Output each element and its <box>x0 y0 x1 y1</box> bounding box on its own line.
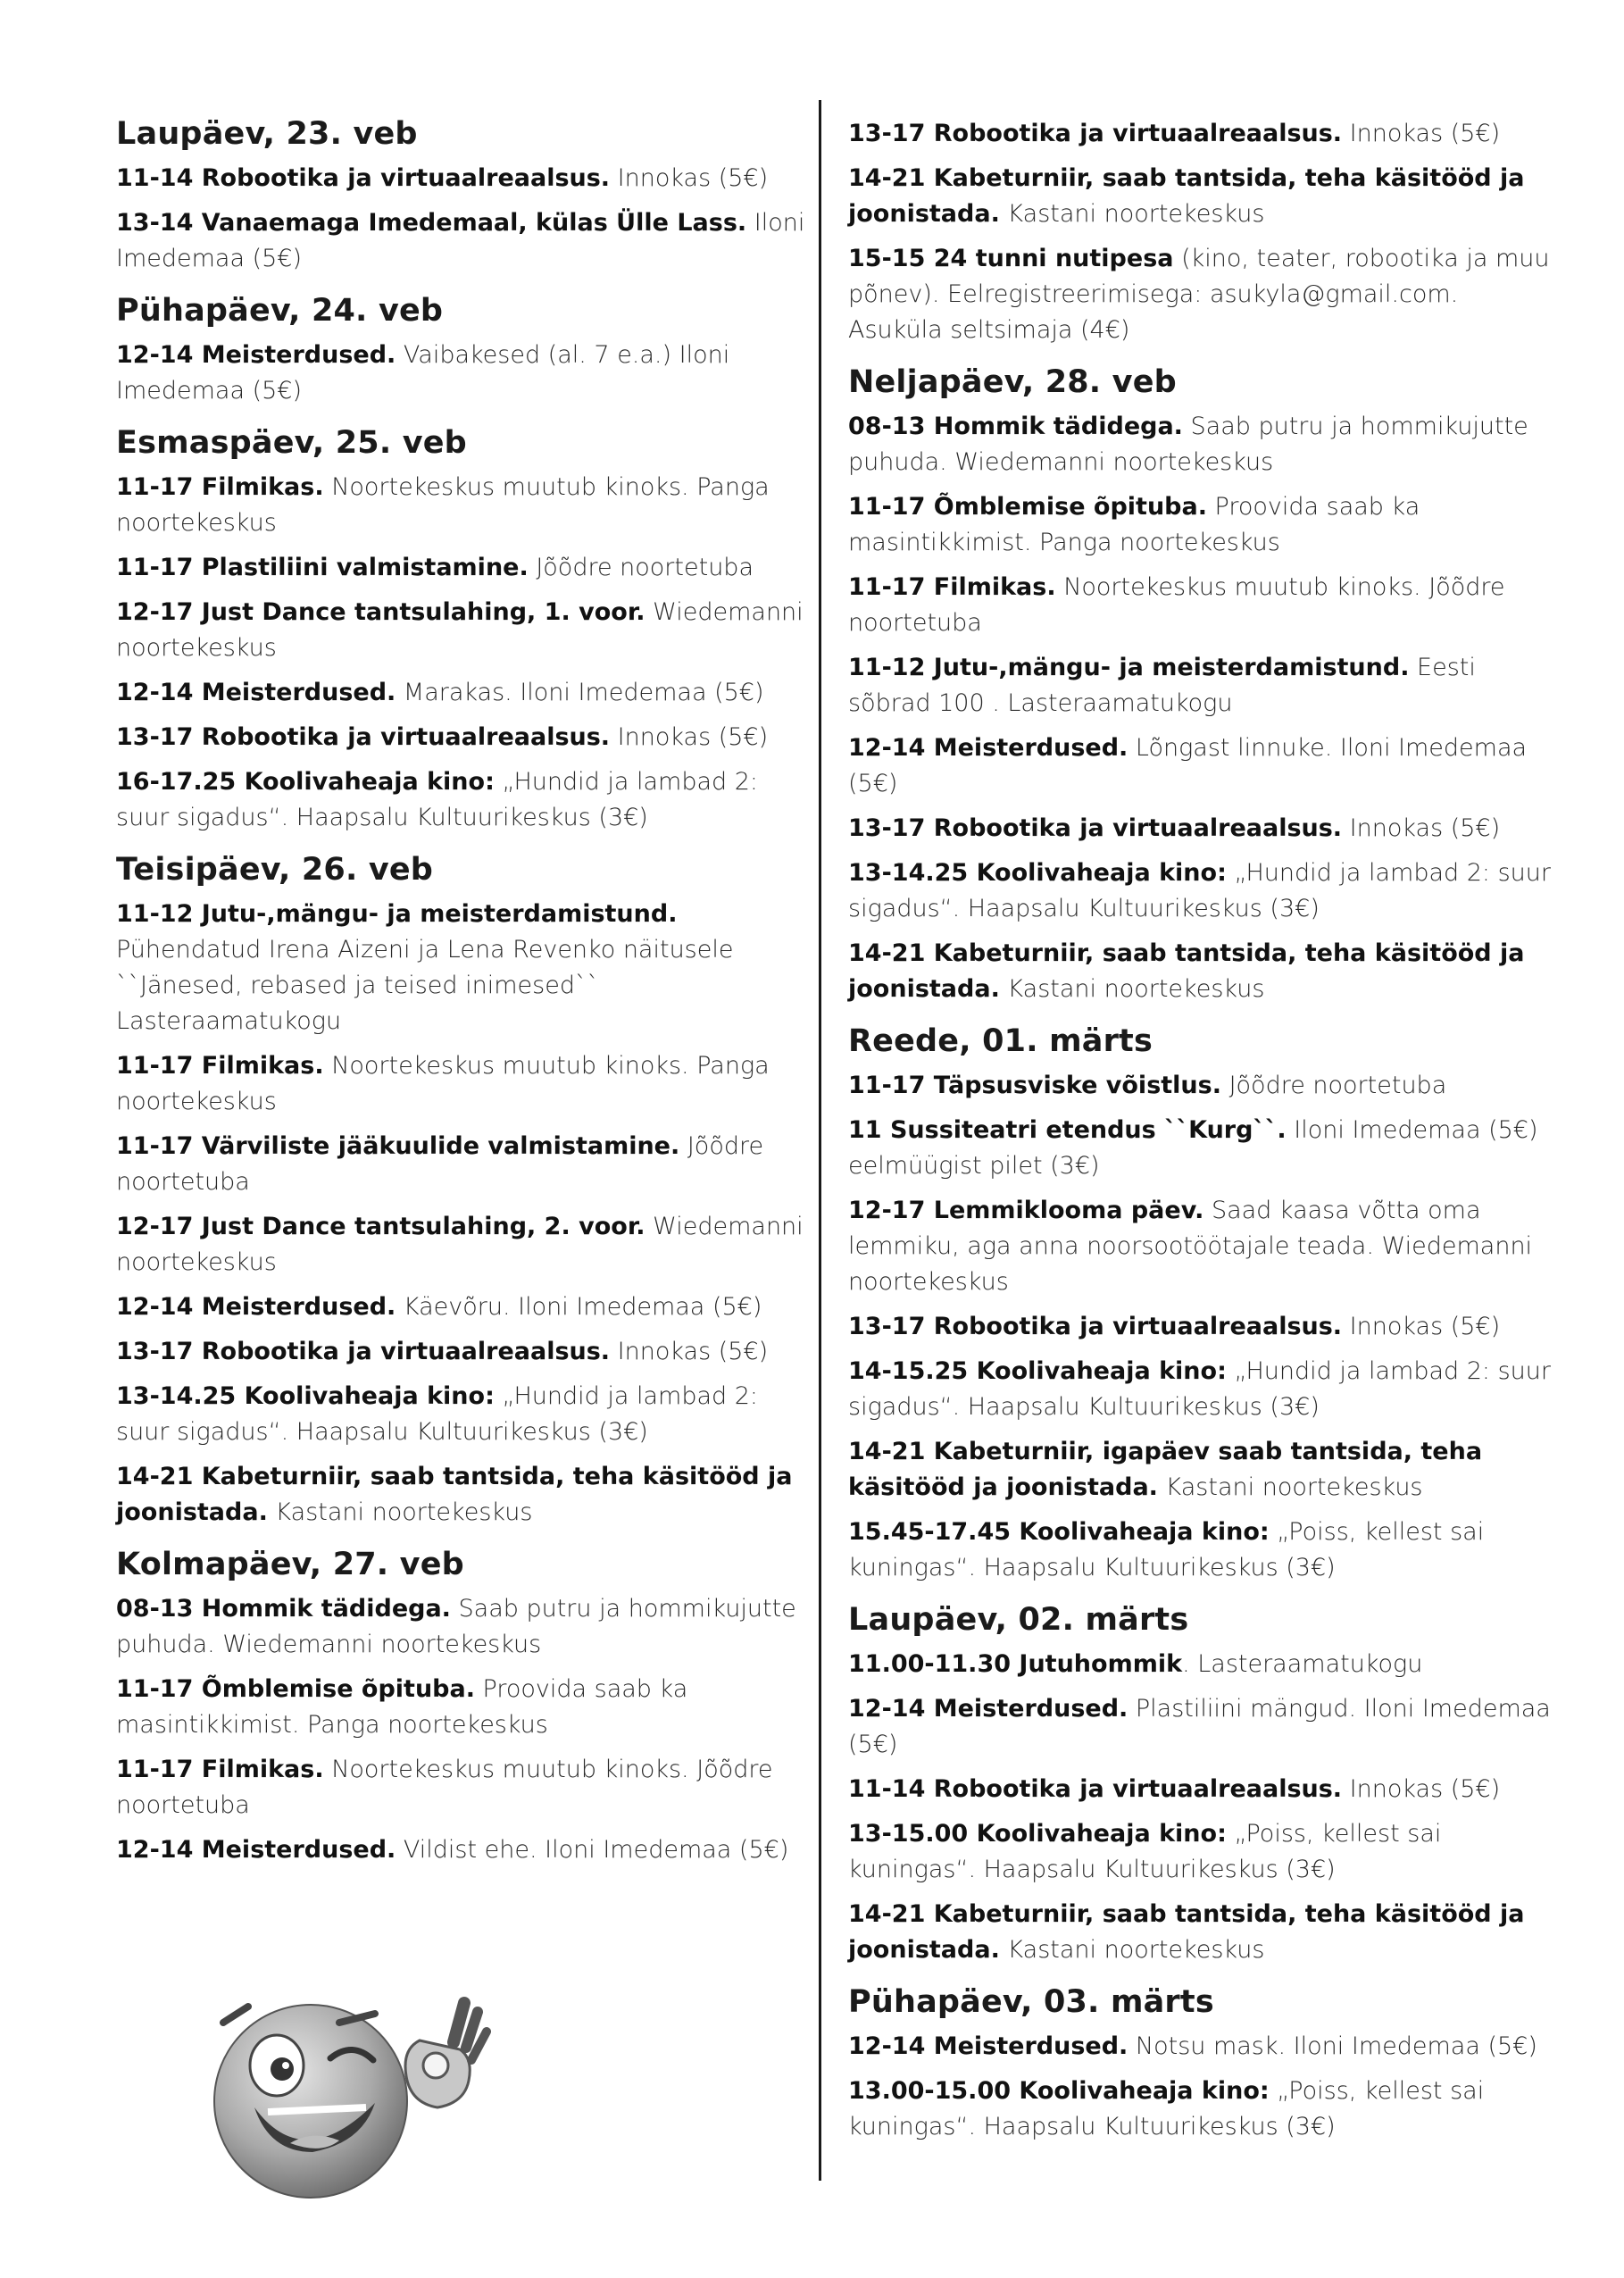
event-item <box>116 470 805 541</box>
event-title: 12-14 Meisterdused. <box>116 1836 396 1864</box>
event-item <box>116 1048 805 1120</box>
event-item <box>116 1672 805 1743</box>
event-item <box>116 1832 805 1868</box>
event-details: Iloni Imedemaa (5€) <box>116 209 805 272</box>
event-details: Jõõdre noortetuba <box>1220 1072 1447 1099</box>
day-heading-neljapaev-28-veb: Neljapäev, 28. veb <box>848 364 1177 400</box>
event-details: Wiedemanni noortekeskus <box>116 598 804 662</box>
event-title: 11-17 Värviliste jääkuulide valmistamine. <box>116 1132 680 1160</box>
event-details: Käevõru. Iloni Imedemaa (5€) <box>396 1293 762 1321</box>
event-title: 12-14 Meisterdused. <box>116 1293 396 1321</box>
event-details: „Hundid ja lambad 2: suur sigadus“. Haapsalu Kultuurikeskus (3€) <box>848 859 1552 922</box>
event-title: 11 Sussiteatri etendus ``Kurg``. <box>848 1116 1287 1144</box>
event-item <box>116 1334 805 1370</box>
event-item <box>116 1752 805 1823</box>
event-title: 11-17 Filmikas. <box>848 573 1056 601</box>
event-item <box>848 1193 1553 1300</box>
event-item <box>848 2029 1553 2065</box>
event-details: Noortekeskus muutub kinoks. Jõõdre noortetuba <box>848 573 1505 637</box>
event-title: 11-17 Filmikas. <box>116 1756 324 1783</box>
event-item <box>116 1459 805 1531</box>
event-title: 12-14 Meisterdused. <box>116 341 396 369</box>
event-item <box>116 1209 805 1281</box>
event-title: 08-13 Hommik tädidega. <box>116 1595 451 1623</box>
event-title: 11-14 Robootika ja virtuaalreaalsus. <box>116 164 611 192</box>
event-title: 12-17 Lemmiklooma päev. <box>848 1197 1204 1224</box>
event-item <box>848 116 1553 152</box>
event-title: 14-21 Kabeturniir, saab tantsida, teha käsitööd ja joonistada. <box>848 939 1525 1003</box>
event-title: 12-14 Meisterdused. <box>848 1695 1128 1723</box>
event-details: Wiedemanni noortekeskus <box>116 1213 804 1276</box>
event-item <box>116 1379 805 1450</box>
event-item <box>848 811 1553 847</box>
event-details: Innokas (5€) <box>1342 814 1501 842</box>
day-heading-laupaev-02-marts: Laupäev, 02. märts <box>848 1602 1189 1638</box>
event-item <box>848 855 1553 927</box>
event-details: Innokas (5€) <box>1342 1313 1501 1340</box>
event-title: 14-21 Kabeturniir, saab tantsida, teha käsitööd ja joonistada. <box>848 1900 1525 1964</box>
event-item <box>116 675 805 711</box>
event-item <box>848 241 1553 348</box>
event-title: 11-17 Õmblemise õpituba. <box>116 1675 475 1703</box>
event-title: 12-14 Meisterdused. <box>116 679 396 706</box>
event-details: Eesti sõbrad 100 . Lasteraamatukogu <box>848 654 1476 717</box>
event-item <box>848 1354 1553 1425</box>
event-item <box>848 2074 1553 2145</box>
event-item <box>116 1289 805 1325</box>
event-title: 12-14 Meisterdused. <box>848 2032 1128 2060</box>
event-item <box>848 161 1553 232</box>
event-details: „Hundid ja lambad 2: suur sigadus“. Haapsalu Kultuurikeskus (3€) <box>116 1382 759 1446</box>
event-details: Innokas (5€) <box>1342 1775 1501 1803</box>
event-details: Innokas (5€) <box>610 723 769 751</box>
event-title: 14-21 Kabeturniir, saab tantsida, teha käsitööd ja joonistada. <box>116 1463 793 1526</box>
day-heading-kolmapaev-27-veb: Kolmapäev, 27. veb <box>116 1547 464 1582</box>
event-details: „Poiss, kellest sai kuningas“. Haapsalu Kultuurikeskus (3€) <box>848 2077 1485 2140</box>
event-details: Iloni Imedemaa (5€) eelmüügist pilet (3€) <box>848 1116 1538 1180</box>
event-title: 11-17 Täpsusviske võistlus. <box>848 1072 1221 1099</box>
day-heading-laupaev-23-veb: Laupäev, 23. veb <box>116 116 418 152</box>
event-details: Kastani noortekeskus <box>999 975 1265 1003</box>
event-title: 12-17 Just Dance tantsulahing, 1. voor. <box>116 598 645 626</box>
winking-smiley-ok-hand-icon <box>205 1987 491 2210</box>
event-title: 13.00-15.00 Koolivaheaja kino: <box>848 2077 1270 2105</box>
event-details: Noortekeskus muutub kinoks. Panga noortekeskus <box>116 473 770 537</box>
event-title: 15-15 24 tunni nutipesa <box>848 245 1174 272</box>
day-heading-esmaspaev-25-veb: Esmaspäev, 25. veb <box>116 425 467 461</box>
event-title: 11-17 Filmikas. <box>116 1052 324 1080</box>
event-details: Jõõdre noortetuba <box>528 554 754 581</box>
event-details: Noortekeskus muutub kinoks. Panga noortekeskus <box>116 1052 770 1115</box>
event-details: Innokas (5€) <box>610 164 769 192</box>
event-title: 11-17 Plastiliini valmistamine. <box>116 554 529 581</box>
event-details: Saab putru ja hommikujutte puhuda. Wiedemanni noortekeskus <box>848 413 1528 476</box>
event-item <box>116 550 805 586</box>
event-title: 11-17 Filmikas. <box>116 473 324 501</box>
event-details: Kastani noortekeskus <box>999 200 1265 228</box>
event-item <box>848 1816 1553 1888</box>
event-item <box>848 1691 1553 1763</box>
left-column <box>116 105 805 1877</box>
day-heading-puhapaev-03-marts: Pühapäev, 03. märts <box>848 1984 1214 2020</box>
event-item <box>848 1514 1553 1586</box>
event-item <box>848 1309 1553 1345</box>
event-item <box>848 1647 1553 1682</box>
event-item <box>116 1591 805 1663</box>
event-title: 11-17 Õmblemise õpituba. <box>848 493 1207 521</box>
event-title: 12-17 Just Dance tantsulahing, 2. voor. <box>116 1213 645 1240</box>
event-details: Kastani noortekeskus <box>999 1936 1265 1964</box>
event-title: 14-15.25 Koolivaheaja kino: <box>848 1357 1227 1385</box>
event-title: 13-15.00 Koolivaheaja kino: <box>848 1820 1227 1848</box>
event-details: „Poiss, kellest sai kuningas“. Haapsalu Kultuurikeskus (3€) <box>848 1518 1485 1581</box>
event-details: Notsu mask. Iloni Imedemaa (5€) <box>1128 2032 1537 2060</box>
event-details: Noortekeskus muutub kinoks. Jõõdre noortetuba <box>116 1756 773 1819</box>
event-title: 13-14 Vanaemaga Imedemaal, külas Ülle Lass. <box>116 209 747 237</box>
event-title: 13-14.25 Koolivaheaja kino: <box>848 859 1227 887</box>
event-title: 13-17 Robootika ja virtuaalreaalsus. <box>848 1313 1343 1340</box>
event-details: . Lasteraamatukogu <box>1182 1650 1423 1678</box>
event-details: Jõõdre noortetuba <box>116 1132 764 1196</box>
event-item <box>848 1434 1553 1506</box>
event-title: 11-12 Jutu-,mängu- ja meisterdamistund. <box>116 900 678 928</box>
event-item <box>848 1897 1553 1968</box>
event-details: Proovida saab ka masintikkimist. Panga noortekeskus <box>116 1675 688 1739</box>
event-details: Vaibakesed (al. 7 e.a.) Iloni Imedemaa (5€) <box>116 341 730 405</box>
event-title: 08-13 Hommik tädidega. <box>848 413 1183 440</box>
event-details: Vildist ehe. Iloni Imedemaa (5€) <box>396 1836 789 1864</box>
event-details: Pühendatud Irena Aizeni ja Lena Revenko näitusele ``Jänesed, rebased ja teised inimesed`` Lasteraamatukogu <box>116 936 734 1035</box>
event-details: „Hundid ja lambad 2: suur sigadus“. Haapsalu Kultuurikeskus (3€) <box>848 1357 1552 1421</box>
event-title: 11-12 Jutu-,mängu- ja meisterdamistund. <box>848 654 1410 681</box>
event-item <box>116 897 805 1039</box>
event-title: 15.45-17.45 Koolivaheaja kino: <box>848 1518 1270 1546</box>
event-details: Marakas. Iloni Imedemaa (5€) <box>396 679 764 706</box>
event-title: 14-21 Kabeturniir, igapäev saab tantsida, teha käsitööd ja joonistada. <box>848 1438 1483 1501</box>
event-title: 11.00-11.30 Jutuhommik <box>848 1650 1183 1678</box>
event-title: 14-21 Kabeturniir, saab tantsida, teha käsitööd ja joonistada. <box>848 164 1525 228</box>
event-title: 16-17.25 Koolivaheaja kino: <box>116 768 495 796</box>
day-heading-teisipaev-26-veb: Teisipäev, 26. veb <box>116 852 434 888</box>
event-item <box>848 936 1553 1007</box>
event-title: 13-14.25 Koolivaheaja kino: <box>116 1382 495 1410</box>
event-details: Kastani noortekeskus <box>267 1498 533 1526</box>
event-details: Plastiliini mängud. Iloni Imedemaa (5€) <box>848 1695 1551 1758</box>
column-divider <box>819 100 821 2181</box>
event-details: „Poiss, kellest sai kuningas“. Haapsalu Kultuurikeskus (3€) <box>848 1820 1442 1883</box>
event-item <box>848 1068 1553 1104</box>
event-item <box>848 489 1553 561</box>
event-item <box>116 161 805 196</box>
event-item <box>116 764 805 836</box>
day-heading-puhapaev-24-veb: Pühapäev, 24. veb <box>116 293 444 329</box>
event-item <box>848 1772 1553 1807</box>
event-item <box>116 720 805 755</box>
right-column <box>848 116 1553 2154</box>
event-title: 13-17 Robootika ja virtuaalreaalsus. <box>848 120 1343 147</box>
event-title: 13-17 Robootika ja virtuaalreaalsus. <box>848 814 1343 842</box>
event-details: Saab putru ja hommikujutte puhuda. Wiedemanni noortekeskus <box>116 1595 796 1658</box>
event-details: (kino, teater, robootika ja muu põnev). Eelregistreerimisega: asukyla@gmail.com. Asuküla seltsimaja (4€) <box>848 245 1550 344</box>
event-item <box>848 570 1553 641</box>
event-item <box>116 205 805 277</box>
day-heading-reede-01-marts: Reede, 01. märts <box>848 1023 1153 1059</box>
event-details: Innokas (5€) <box>1342 120 1501 147</box>
event-item <box>116 338 805 409</box>
event-item <box>848 730 1553 802</box>
event-item <box>116 1129 805 1200</box>
event-title: 11-14 Robootika ja virtuaalreaalsus. <box>848 1775 1343 1803</box>
event-details: Lõngast linnuke. Iloni Imedemaa (5€) <box>848 734 1528 797</box>
event-details: Proovida saab ka masintikkimist. Panga noortekeskus <box>848 493 1420 556</box>
event-item <box>116 595 805 666</box>
event-title: 12-14 Meisterdused. <box>848 734 1128 762</box>
event-item <box>848 650 1553 722</box>
event-title: 13-17 Robootika ja virtuaalreaalsus. <box>116 1338 611 1365</box>
event-details: Saad kaasa võtta oma lemmiku, aga anna noorsootöötajale teada. Wiedemanni noortekeskus <box>848 1197 1533 1296</box>
event-item <box>848 1113 1553 1184</box>
event-details: „Hundid ja lambad 2: suur sigadus“. Haapsalu Kultuurikeskus (3€) <box>116 768 759 831</box>
event-details: Kastani noortekeskus <box>1157 1473 1423 1501</box>
event-details: Innokas (5€) <box>610 1338 769 1365</box>
event-item <box>848 409 1553 480</box>
event-title: 13-17 Robootika ja virtuaalreaalsus. <box>116 723 611 751</box>
